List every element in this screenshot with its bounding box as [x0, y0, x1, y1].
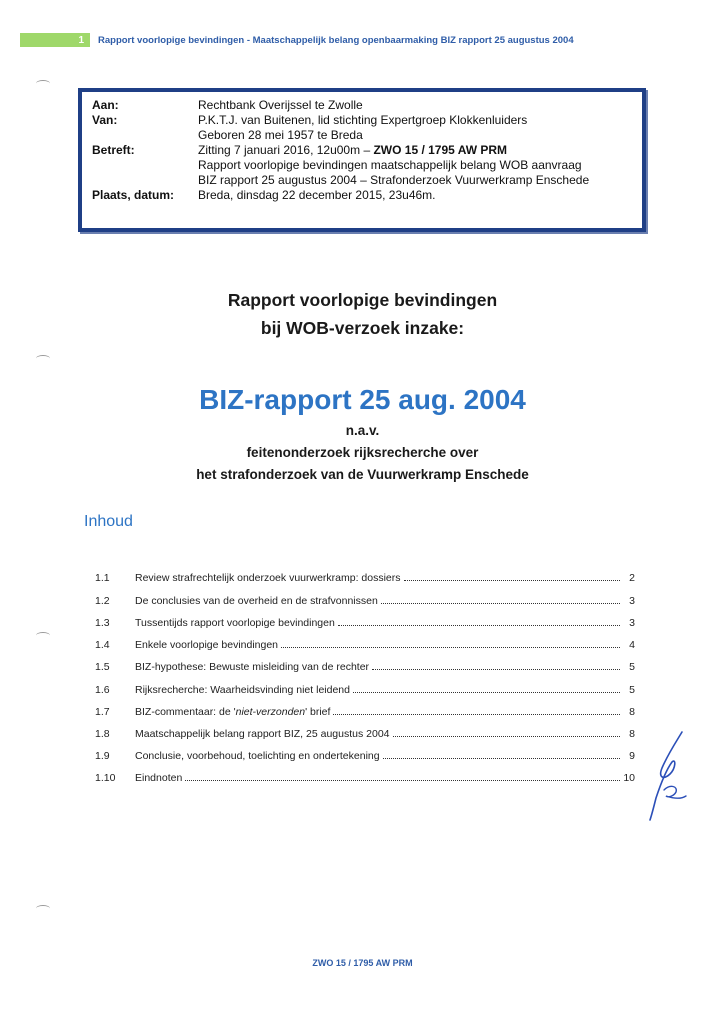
- punch-hole-mark: [36, 355, 50, 362]
- meta-label-empty: [92, 173, 198, 188]
- toc-text: Eindnoten: [135, 772, 183, 784]
- toc-number: 1.6: [95, 684, 110, 696]
- toc-leader: [404, 580, 620, 581]
- toc-page: 8: [629, 728, 635, 740]
- toc-text: Review strafrechtelijk onderzoek vuurwerkramp: dossiers: [135, 572, 401, 584]
- toc-leader: [381, 603, 620, 604]
- subtitle-line1: n.a.v.: [345, 423, 380, 438]
- toc-text: Conclusie, voorbehoud, toelichting en ondertekening: [135, 750, 380, 762]
- toc-leader: [353, 692, 620, 693]
- address-box: [78, 88, 646, 232]
- meta-value: Rapport voorlopige bevindingen maatschappelijk belang WOB aanvraag: [198, 158, 582, 172]
- meta-value: P.K.T.J. van Buitenen, lid stichting Expertgroep Klokkenluiders: [198, 113, 528, 127]
- toc-leader: [185, 780, 620, 781]
- toc-page: 5: [629, 684, 635, 696]
- toc-item[interactable]: [95, 678, 635, 696]
- meta-label: Betreft:: [92, 143, 135, 157]
- case-number: ZWO 15 / 1795 AW PRM: [373, 143, 508, 157]
- toc-text: Enkele voorlopige bevindingen: [135, 639, 279, 651]
- toc-item[interactable]: [95, 744, 635, 762]
- toc-text-part: ' brief: [305, 706, 331, 718]
- toc-item[interactable]: [95, 633, 635, 651]
- document-title-line2: bij WOB-verzoek inzake:: [260, 318, 465, 338]
- toc-number: 1.10: [95, 772, 116, 784]
- toc-page: 8: [629, 706, 635, 718]
- running-title: Rapport voorlopige bevindingen - Maatschappelijk belang openbaarmaking BIZ rapport 25 augustus 2004: [98, 34, 574, 46]
- toc-text: BIZ-hypothese: Bewuste misleiding van de rechter: [135, 661, 370, 673]
- meta-row-betreft: [92, 143, 632, 158]
- meta-row-aan: [92, 98, 632, 113]
- toc-leader: [393, 736, 621, 737]
- meta-value: Breda, dinsdag 22 december 2015, 23u46m.: [198, 188, 436, 202]
- punch-hole-mark: [36, 632, 50, 639]
- toc-page: 9: [629, 750, 635, 762]
- toc-item[interactable]: [95, 655, 635, 673]
- meta-value-text: Zitting 7 januari 2016, 12u00m –: [198, 143, 374, 157]
- toc-text-italic: niet-verzonden: [235, 706, 306, 718]
- toc-page: 2: [629, 572, 635, 584]
- toc-leader: [281, 647, 620, 648]
- subtitle-line2: feitenonderzoek rijksrecherche over: [246, 445, 479, 460]
- meta-label: Aan:: [92, 98, 119, 112]
- meta-row-van-cont: [92, 128, 632, 143]
- meta-label: Van:: [92, 113, 118, 127]
- meta-value: [198, 143, 632, 158]
- meta-label: Plaats, datum:: [92, 188, 175, 202]
- subtitle-line3: het strafonderzoek van de Vuurwerkramp Enschede: [196, 467, 529, 482]
- toc-number: 1.9: [95, 750, 110, 762]
- toc-item[interactable]: [95, 722, 635, 740]
- toc-item[interactable]: [95, 589, 635, 607]
- meta-row-betreft-cont: [92, 173, 632, 188]
- meta-value: BIZ rapport 25 augustus 2004 – Strafonderzoek Vuurwerkramp Enschede: [198, 173, 590, 187]
- toc-text: [135, 706, 330, 718]
- handwritten-signature: [646, 728, 690, 824]
- toc-number: 1.5: [95, 661, 110, 673]
- toc-page: 10: [623, 772, 635, 784]
- toc-item[interactable]: [95, 566, 635, 584]
- toc-page: 4: [629, 639, 635, 651]
- toc-heading: Inhoud: [84, 513, 133, 530]
- meta-label-empty: [92, 128, 198, 143]
- toc-item[interactable]: [95, 766, 635, 784]
- toc-page: 3: [629, 595, 635, 607]
- meta-value: Geboren 28 mei 1957 te Breda: [198, 128, 363, 142]
- document-title-line1: Rapport voorlopige bevindingen: [227, 290, 498, 310]
- toc-text-part: BIZ-commentaar: de ': [135, 706, 236, 718]
- toc-leader: [383, 758, 620, 759]
- toc-item[interactable]: [95, 611, 635, 629]
- punch-hole-mark: [36, 80, 50, 87]
- toc-number: 1.8: [95, 728, 110, 740]
- toc-page: 5: [629, 661, 635, 673]
- toc-text: Maatschappelijk belang rapport BIZ, 25 augustus 2004: [135, 728, 390, 740]
- meta-row-van: [92, 113, 632, 128]
- toc-number: 1.3: [95, 617, 110, 629]
- toc-leader: [333, 714, 620, 715]
- toc-number: 1.1: [95, 572, 110, 584]
- page-number-badge: 1: [20, 33, 90, 47]
- page-footer: ZWO 15 / 1795 AW PRM: [312, 958, 413, 968]
- toc-leader: [372, 669, 620, 670]
- toc-text: De conclusies van de overheid en de strafvonnissen: [135, 595, 378, 607]
- toc-item[interactable]: [95, 700, 635, 718]
- toc-text: Tussentijds rapport voorlopige bevindingen: [135, 617, 335, 629]
- meta-row-plaats: [92, 188, 632, 203]
- toc-page: 3: [629, 617, 635, 629]
- meta-value: Rechtbank Overijssel te Zwolle: [198, 98, 363, 112]
- toc-number: 1.4: [95, 639, 110, 651]
- running-header: [20, 32, 640, 48]
- main-title: BIZ-rapport 25 aug. 2004: [199, 384, 526, 415]
- punch-hole-mark: [36, 905, 50, 912]
- meta-label-empty: [92, 158, 198, 173]
- toc-number: 1.7: [95, 706, 110, 718]
- toc-text: Rijksrecherche: Waarheidsvinding niet leidend: [135, 684, 350, 696]
- meta-row-betreft-cont: [92, 158, 632, 173]
- toc-number: 1.2: [95, 595, 110, 607]
- toc-leader: [338, 625, 620, 626]
